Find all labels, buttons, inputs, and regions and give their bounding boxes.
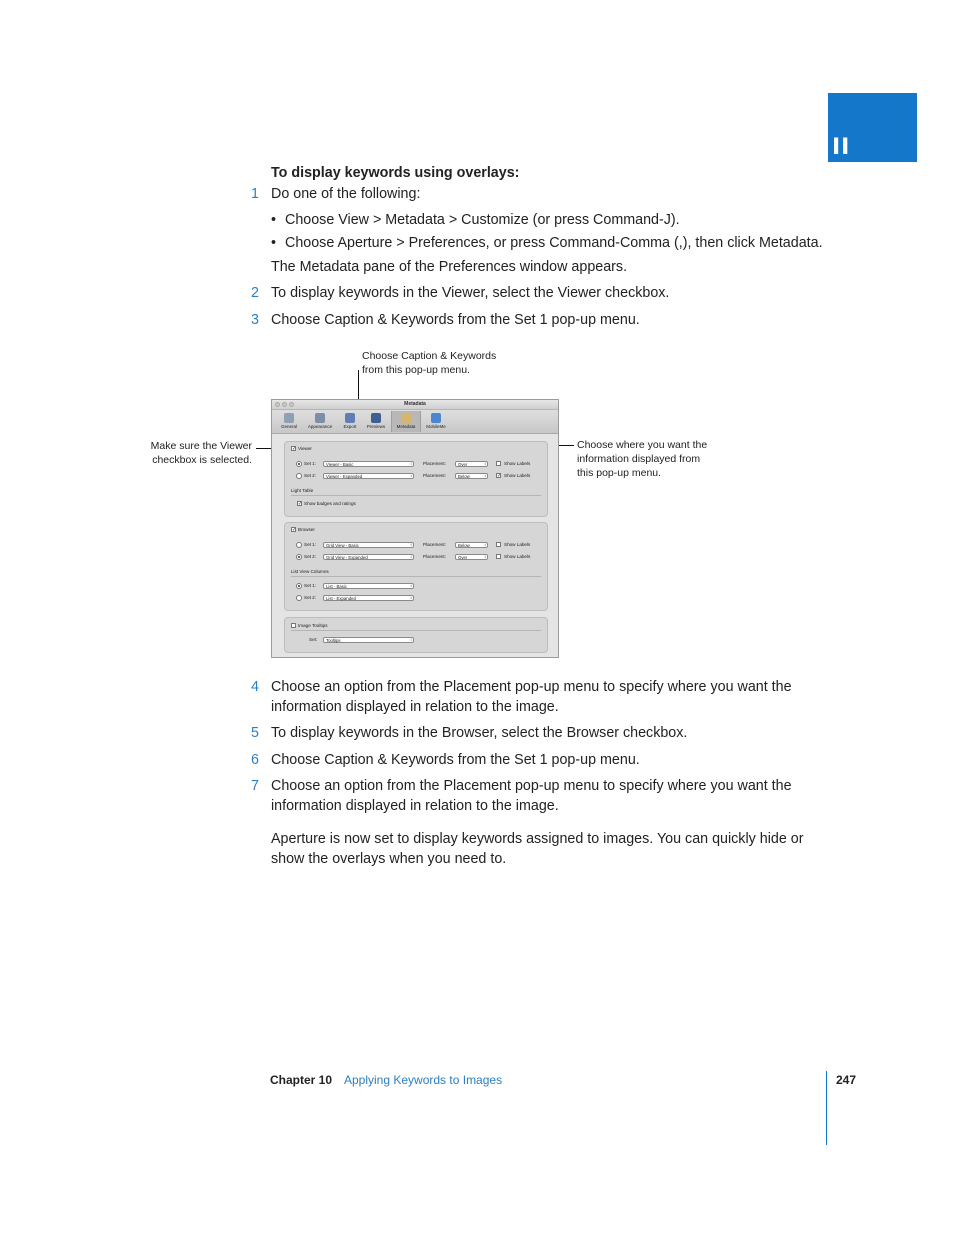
page-number: 247 xyxy=(836,1073,857,1087)
browser-label: Browser xyxy=(298,527,315,532)
paragraph-line: Aperture is now set to display keywords assigned to images. You can quickly hide or xyxy=(271,831,804,847)
placement-label: Placement: xyxy=(423,542,446,547)
step-text xyxy=(271,750,640,770)
separator xyxy=(291,630,541,631)
result-text: The Metadata pane of the Preferences window appears. xyxy=(271,259,628,275)
callout-line: checkbox is selected. xyxy=(152,454,252,466)
set2-label: Set 2: xyxy=(304,595,317,600)
toolbar-mobileme[interactable] xyxy=(422,411,450,432)
browser-checkbox[interactable]: ✓ xyxy=(292,527,297,533)
viewer-set2-popup[interactable]: Viewer - Expanded ↕ xyxy=(323,473,414,479)
show-labels-label: Show Labels xyxy=(504,554,531,559)
step-text-line: information displayed in relation to the image. xyxy=(271,798,559,814)
list-set1-popup[interactable]: List - Basic ↕ xyxy=(323,583,414,589)
show-badges-checkbox[interactable]: ✓ xyxy=(298,501,303,507)
callout-line: Choose where you want the xyxy=(577,439,708,451)
browser-show-labels2-checkbox[interactable] xyxy=(496,554,501,559)
set1-label: Set 1: xyxy=(304,583,317,588)
show-labels-label: Show Labels xyxy=(504,473,531,478)
callout-line: information displayed from xyxy=(577,453,701,465)
callout-line: Choose Caption & Keywords xyxy=(362,350,497,362)
tooltips-set-popup[interactable]: Tooltips ↕ xyxy=(323,637,414,643)
step-text: Do one of the following: xyxy=(271,186,421,202)
toolbar-label: General xyxy=(280,424,297,429)
step-text-line: To display keywords in the Browser, select the Browser checkbox. xyxy=(271,725,688,741)
placement-label: Placement: xyxy=(423,461,446,466)
bullet-item: Choose Aperture > Preferences, or press Command-Comma (,), then click Metadata. xyxy=(285,235,823,251)
viewer-group xyxy=(284,441,548,517)
appearance-icon xyxy=(315,413,325,423)
toolbar-appearance[interactable] xyxy=(303,411,337,432)
step-number: 3 xyxy=(251,312,259,328)
set2-label: Set 2: xyxy=(304,473,317,478)
image-tooltips-group xyxy=(284,617,548,653)
viewer-label: Viewer xyxy=(298,446,312,451)
viewer-checkbox[interactable]: ✓ xyxy=(292,446,297,452)
callout-line: Make sure the Viewer xyxy=(150,440,252,452)
footer-chapter: Chapter 10 xyxy=(270,1073,333,1087)
image-tooltips-checkbox[interactable] xyxy=(291,623,296,628)
browser-set1-popup[interactable]: Grid View - Basic ↕ xyxy=(323,542,414,548)
toolbar-export[interactable] xyxy=(339,411,361,432)
callout-top xyxy=(362,349,496,377)
set1-label: Set 1: xyxy=(304,542,317,547)
general-icon xyxy=(284,413,294,423)
footer-rule xyxy=(826,1071,827,1145)
separator xyxy=(291,495,541,496)
toolbar-general[interactable] xyxy=(278,411,300,432)
viewer-set2-radio[interactable] xyxy=(296,473,302,479)
closing-paragraph xyxy=(271,829,803,869)
browser-set1-radio[interactable] xyxy=(296,542,302,548)
toolbar-label: MobileMe xyxy=(426,424,446,429)
show-labels-label: Show Labels xyxy=(504,461,531,466)
browser-set2-radio[interactable] xyxy=(296,554,302,560)
toolbar-label: Export xyxy=(343,424,357,429)
list-set2-popup[interactable]: List - Expanded ↕ xyxy=(323,595,414,601)
step-number: 1 xyxy=(251,186,259,202)
paragraph-line: show the overlays when you need to. xyxy=(271,851,507,867)
callout-line: this pop-up menu. xyxy=(577,467,662,479)
window-titlebar xyxy=(272,400,558,410)
viewer-set1-popup[interactable]: Viewer - Basic ↕ xyxy=(323,461,414,467)
placement-label: Placement: xyxy=(423,554,446,559)
browser-group xyxy=(284,522,548,611)
callout-right xyxy=(577,438,707,480)
callout-line: from this pop-up menu. xyxy=(362,364,470,376)
chapter-tab-label: II xyxy=(832,135,851,160)
image-tooltips-label: Image Tooltips xyxy=(298,623,328,628)
step-text-line: Choose an option from the Placement pop-up menu to specify where you want the xyxy=(271,778,792,794)
step-text xyxy=(271,677,792,717)
browser-set2-popup[interactable]: Grid View - Expanded ↕ xyxy=(323,554,414,560)
metadata-preferences-screenshot xyxy=(271,399,559,658)
list-set1-radio[interactable] xyxy=(296,583,302,589)
step-text-line: information displayed in relation to the image. xyxy=(271,699,559,715)
procedure-heading: To display keywords using overlays: xyxy=(271,165,520,181)
step-number: 7 xyxy=(251,778,259,794)
separator xyxy=(291,576,541,577)
toolbar-label: Appearance xyxy=(307,424,333,429)
step-number: 5 xyxy=(251,725,259,741)
metadata-icon xyxy=(401,413,411,423)
toolbar-previews[interactable] xyxy=(363,411,389,432)
preferences-toolbar xyxy=(272,410,558,434)
set1-label: Set 1: xyxy=(304,461,317,466)
step-number: 2 xyxy=(251,285,259,301)
set2-label: Set 2: xyxy=(304,554,317,559)
set-label: Set: xyxy=(309,637,318,642)
step-number: 6 xyxy=(251,752,259,768)
show-badges-label: Show badges and ratings xyxy=(304,501,356,506)
step-text-line: Choose an option from the Placement pop-up menu to specify where you want the xyxy=(271,679,792,695)
placement-label: Placement: xyxy=(423,473,446,478)
step-text: Choose Caption & Keywords from the Set 1 pop-up menu. xyxy=(271,312,640,328)
step-number: 4 xyxy=(251,679,259,695)
previews-icon xyxy=(371,413,381,423)
viewer-show-labels2-checkbox[interactable]: ✓ xyxy=(497,473,502,479)
toolbar-label: Previews xyxy=(366,424,386,429)
bullet-item: Choose View > Metadata > Customize (or press Command-J). xyxy=(285,212,680,228)
viewer-show-labels1-checkbox[interactable] xyxy=(496,461,501,466)
toolbar-label: Metadata xyxy=(396,424,416,429)
mobileme-icon xyxy=(431,413,441,423)
browser-placement1-popup[interactable]: Below ↕ xyxy=(455,542,488,548)
list-set2-radio[interactable] xyxy=(296,595,302,601)
viewer-set1-radio[interactable] xyxy=(296,461,302,467)
step-text xyxy=(271,723,687,743)
export-icon xyxy=(345,413,355,423)
chapter-tab xyxy=(828,93,917,162)
browser-show-labels1-checkbox[interactable] xyxy=(496,542,501,547)
bullet-marker: • xyxy=(271,235,277,251)
step-text: To display keywords in the Viewer, select the Viewer checkbox. xyxy=(271,285,670,301)
window-title: Metadata xyxy=(404,401,426,407)
browser-placement2-popup[interactable]: Over ↕ xyxy=(455,554,488,560)
show-labels-label: Show Labels xyxy=(504,542,531,547)
step-text-line: Choose Caption & Keywords from the Set 1 pop-up menu. xyxy=(271,752,640,768)
bullet-marker: • xyxy=(271,212,277,228)
callout-left xyxy=(120,439,252,467)
toolbar-metadata[interactable] xyxy=(391,411,421,432)
footer-chapter-title[interactable]: Applying Keywords to Images xyxy=(344,1073,503,1087)
step-text xyxy=(271,776,792,816)
viewer-placement2-popup[interactable]: Below ↕ xyxy=(455,473,488,479)
light-table-label: Light Table xyxy=(291,488,314,493)
viewer-placement1-popup[interactable]: Over ↕ xyxy=(455,461,488,467)
list-view-columns-label: List View Columns xyxy=(291,569,329,574)
